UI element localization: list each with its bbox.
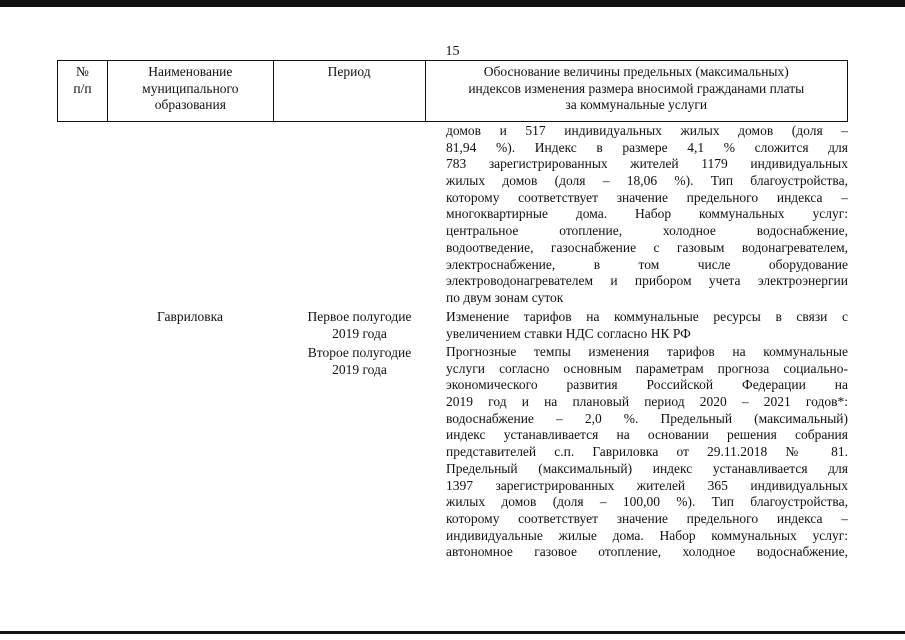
- text-line: 783 зарегистрированных жителей 1179 индивидуальных: [446, 156, 848, 172]
- text-line: жилых домов (доля – 18,06 %). Тип благоустройства,: [446, 173, 848, 189]
- text-line: увеличением ставки НДС согласно НК РФ: [446, 325, 691, 341]
- header-municipality-line: Наименование: [148, 64, 233, 79]
- text-line: 2019 год и на плановый период 2020 – 2021 годов*:: [446, 394, 848, 410]
- text-line: экономического развития Российской Федерации на: [446, 377, 848, 393]
- header-basis-line: за коммунальные услуги: [565, 97, 708, 112]
- text-line: водоснабжение – 2,0 %. Предельный (максимальный): [446, 410, 848, 426]
- header-municipality-line: муниципального: [142, 80, 239, 96]
- text-line: по двум зонам суток: [446, 289, 564, 305]
- text-line: Предельный (максимальный) индекс устанавливается для: [446, 460, 848, 476]
- period-second-half: [273, 345, 446, 378]
- period-line: Второе полугодие: [307, 345, 412, 360]
- header-number-line: п/п: [73, 80, 92, 96]
- municipality-name: Гавриловка: [156, 309, 224, 324]
- text-line: электроводонагревателем и прибором учета электроэнергии: [446, 273, 848, 289]
- text-line: многоквартирные дома. Набор коммунальных услуг:: [446, 206, 848, 222]
- text-line: индекс устанавливается на основании решения собрания: [446, 427, 848, 443]
- header-number-line: №: [76, 64, 89, 79]
- text-line: которому соответствует значение предельного индекса –: [446, 510, 848, 526]
- period-line: 2019 года: [332, 325, 387, 341]
- continuation-text: [446, 123, 848, 307]
- text-line: Прогнозные темпы изменения тарифов на коммунальные: [446, 344, 848, 359]
- header-basis-line: индексов изменения размера вносимой гражданами платы: [468, 80, 805, 96]
- header-basis-column: [426, 61, 847, 121]
- text-line: жилых домов (доля – 100,00 %). Тип благоустройства,: [446, 494, 848, 510]
- text-line: услуги согласно основным параметрам прогноза социально-: [446, 360, 848, 376]
- text-line: 1397 зарегистрированных жителей 365 индивидуальных: [446, 477, 848, 493]
- text-line: представителей с.п. Гавриловка от 29.11.2018 № 81.: [446, 444, 848, 460]
- header-period-label: Период: [327, 64, 371, 79]
- text-line: индивидуальные жилые дома. Набор коммунальных услуг:: [446, 527, 848, 543]
- header-number-column: [58, 61, 108, 121]
- page-number: 15: [445, 44, 460, 59]
- text-line: 81,94 %). Индекс в размере 4,1 % сложится для: [446, 139, 848, 155]
- bottom-border-rule: [0, 631, 905, 634]
- period-line: Первое полугодие: [307, 309, 412, 324]
- text-line: центральное отопление, холодное водоснабжение,: [446, 223, 848, 239]
- text-line: автономное газовое отопление, холодное водоснабжение,: [446, 544, 848, 560]
- text-line: которому соответствует значение предельного индекса –: [446, 189, 848, 205]
- header-basis-line: Обоснование величины предельных (максимальных): [483, 64, 789, 79]
- basis-second-half: [446, 344, 848, 561]
- text-line: домов и 517 индивидуальных жилых домов (доля –: [446, 123, 848, 138]
- period-first-half: [273, 309, 446, 342]
- header-municipality-line: образования: [154, 97, 226, 112]
- period-line: 2019 года: [332, 361, 387, 377]
- header-municipality-column: [108, 61, 274, 121]
- basis-first-half: [446, 309, 848, 342]
- header-period-column: [274, 61, 426, 121]
- table-header-row: [57, 60, 848, 122]
- text-line: Изменение тарифов на коммунальные ресурсы в связи с: [446, 309, 848, 324]
- text-line: электроснабжение, в том числе оборудование: [446, 256, 848, 272]
- text-line: водоотведение, газоснабжение с газовым водонагревателем,: [446, 239, 848, 255]
- top-border-rule: [0, 0, 905, 7]
